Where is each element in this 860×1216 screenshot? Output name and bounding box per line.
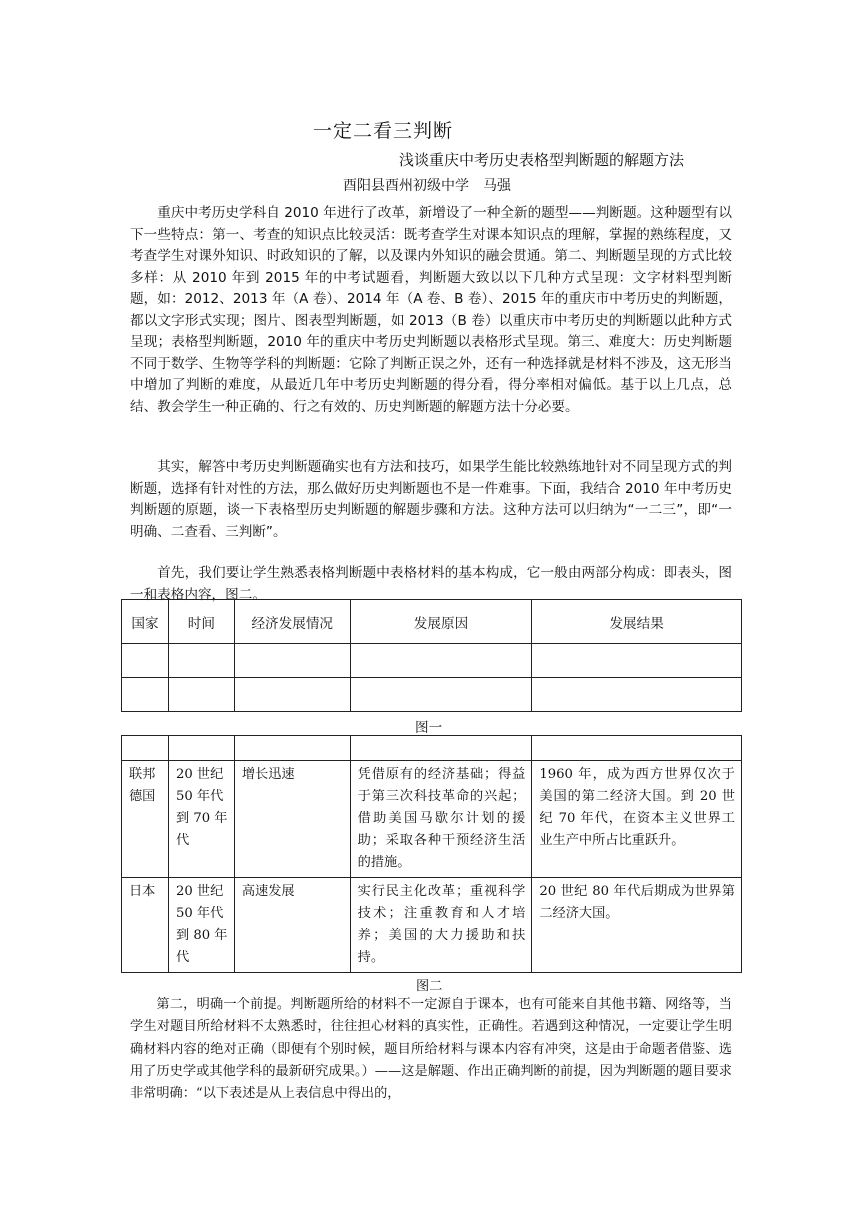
table-cell: 高速发展 xyxy=(234,878,350,973)
paragraph-4: 第二，明确一个前提。判断题所给的材料不一定源自于课本，也有可能来自其他书籍、网络等，当学生对题目所给材料不太熟悉时，往往担心材料的真实性，正确性。若遇到这种情况，一定要让学生明确材料内容的绝对正确（即便有个别时候，题目所给材料与课本内容有冲突，这是由于命题者借鉴、选用了历史学或其他学科的最新研究成果。）——这是解题、作出正确判断的前提，因为判断题的题目要求非常明确：“以下表述是从上表信息中得出的， xyxy=(130,997,732,1102)
document-subtitle: 浅谈重庆中考历史表格型判断题的解题方法 xyxy=(399,151,685,169)
table-cell: 20 世纪 50 年代到 80 年代 xyxy=(168,878,234,973)
paragraph-2: 其实，解答中考历史判断题确实也有方法和技巧，如果学生能比较熟练地针对不同呈现方式的判断题，选择有针对性的方法，那么做好历史判断题也不是一件难事。下面，我结合 2010 年中考历史判断题的原题，谈一下表格型历史判断题的解题步骤和方法。这种方法可以归纳为“一二三”，即“一明确、二查看、三判断”。 xyxy=(130,459,732,540)
header-cell: 发展原因 xyxy=(350,600,532,644)
table-row xyxy=(122,761,742,878)
table-row xyxy=(122,678,742,712)
table-cell: 增长迅速 xyxy=(234,761,350,878)
table-cell: 联邦德国 xyxy=(122,761,169,878)
table-row xyxy=(122,878,742,973)
header-cell: 时间 xyxy=(168,600,234,644)
figure1-table xyxy=(121,599,742,712)
header-cell: 发展结果 xyxy=(532,600,742,644)
table-cell: 20 世纪 50 年代到 70 年代 xyxy=(168,761,234,878)
paragraph-3: 首先，我们要让学生熟悉表格判断题中表格材料的基本构成，它一般由两部分构成：即表头，图一和表格内容，图二。 xyxy=(130,565,732,603)
table-row xyxy=(122,644,742,678)
table-cell: 20 世纪 80 年代后期成为世界第二经济大国。 xyxy=(532,878,742,973)
table-cell: 实行民主化改革；重视科学技术；注重教育和人才培养；美国的大力援助和扶持。 xyxy=(350,878,532,973)
table-row xyxy=(122,736,742,761)
header-cell: 国家 xyxy=(122,600,169,644)
figure1-caption: 图一 xyxy=(415,720,443,736)
table-header-row xyxy=(122,600,742,644)
author-line: 酉阳县酉州初级中学 马强 xyxy=(343,178,511,194)
figure2-table xyxy=(121,735,742,973)
document-title: 一定二看三判断 xyxy=(313,120,454,142)
figure2-caption: 图二 xyxy=(416,979,443,994)
table-cell: 1960 年，成为西方世界仅次于美国的第二经济大国。到 20 世纪 70 年代，在资本主义世界工业生产中所占比重跃升。 xyxy=(532,761,742,878)
table-cell: 日本 xyxy=(122,878,169,973)
header-cell: 经济发展情况 xyxy=(234,600,350,644)
table-cell: 凭借原有的经济基础；得益于第三次科技革命的兴起；借助美国马歇尔计划的援助；采取各种干预经济生活的措施。 xyxy=(350,761,532,878)
paragraph-1: 重庆中考历史学科自 2010 年进行了改革，新增设了一种全新的题型——判断题。这种题型有以下一些特点：第一、考查的知识点比较灵活：既考查学生对课本知识点的理解，掌握的熟练程度，又考查学生对课外知识、时政知识的了解，以及课内外知识的融会贯通。第二、判断题呈现的方式比较多样：从 2010 年到 2015 年的中考试题看，判断题大致以以下几种方式呈现：文字材料型判断题，如：2012、2013 年（A 卷）、2014 年（A 卷、B 卷）、2015 年的重庆市中考历史的判断题，都以文字形式实现；图片、图表型判断题，如 2013（B 卷）以重庆市中考历史的判断题以此种方式呈现；表格型判断题，2010 年的重庆中考历史判断题以表格形式呈现。第三、难度大：历史判断题不同于数学、生物等学科的判断题：它除了判断正误之外，还有一种选择就是材料不涉及，这无形当中增加了判断的难度，从最近几年中考历史判断题的得分看，得分率相对偏低。基于以上几点，总结、教会学生一种正确的、行之有效的、历史判断题的解题方法十分必要。 xyxy=(130,205,732,415)
